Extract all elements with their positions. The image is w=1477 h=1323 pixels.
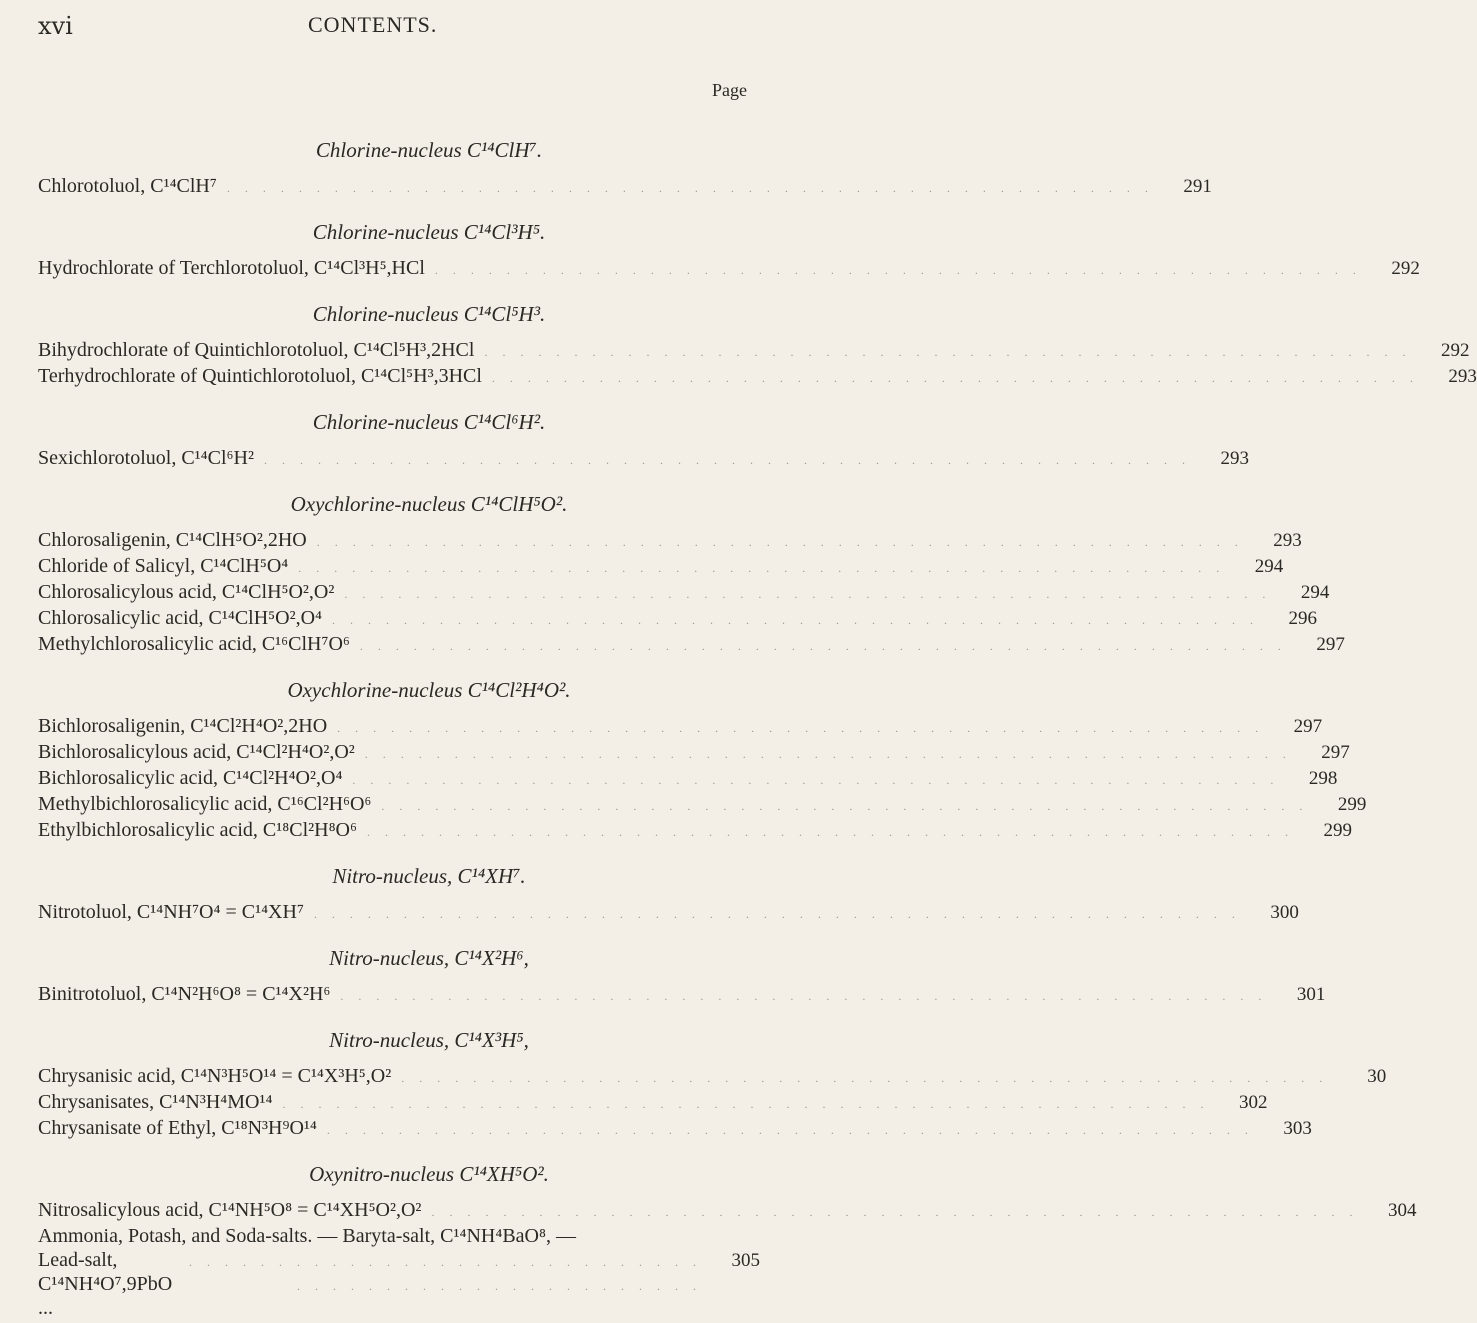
toc-entry: [38, 1064, 1387, 1090]
entry-page: 297: [1293, 716, 1323, 737]
entry-title: Ethylbichlorosalicylic acid, C¹⁸Cl²H⁸O⁶: [38, 819, 357, 841]
toc-entry: [38, 1198, 1417, 1224]
entry-title: Hydrochlorate of Terchlorotoluol, C¹⁴Cl³H⁵,HCl: [38, 257, 425, 279]
toc-section: [38, 678, 1367, 844]
toc-section: [38, 220, 1420, 282]
dot-leader: . . . . . . . . . . . . . . . . . . . . . . . . . . . . . . . . . . . . . . . . . . . . . . . . . . . .: [352, 773, 1280, 787]
entry-title-line1: Ammonia, Potash, and Soda-salts. — Baryta-salt, C¹⁴NH⁴BaO⁸, —: [38, 1225, 576, 1247]
toc-section: [38, 1028, 1387, 1142]
running-title: CONTENTS.: [308, 12, 438, 37]
entry-page: 297: [1316, 634, 1345, 655]
dot-leader: . . . . . . . . . . . . . . . . . . . . . . . . . . . . . . . . . . . . . . . . . . . . . . . . . . . .: [434, 263, 1362, 277]
toc-entry: [38, 174, 1212, 200]
entry-title: Bihydrochlorate of Quintichlorotoluol, C¹⁴Cl⁵H³,2HCl: [38, 339, 475, 361]
toc-entry: [38, 740, 1350, 766]
toc-section: [38, 946, 1326, 1008]
entry-page: 305: [731, 1250, 760, 1271]
dot-leader: . . . . . . . . . . . . . . . . . . . . . . . . . . . . . . . . . . . . . . . . . . . . . . . . . . . .: [344, 587, 1272, 601]
toc-entry: [38, 446, 1249, 472]
entry-page: 302: [1238, 1092, 1268, 1113]
entry-page: 299: [1337, 794, 1367, 815]
dot-leader: . . . . . . . . . . . . . . . . . . . . . . . . . . . . . . . . . . . . . . . . . . . . . . . . . . . .: [484, 345, 1412, 359]
entry-title: Bichlorosaligenin, C¹⁴Cl²H⁴O²,2HO: [38, 715, 328, 737]
entry-title: Sexichlorotoluol, C¹⁴Cl⁶H²: [38, 447, 254, 469]
dot-leader: . . . . . . . . . . . . . . . . . . . . . . . . . . . . . . . . . . . . . . . . . . . . . . . . . . . .: [364, 747, 1292, 761]
entry-title: Nitrosalicylous acid, C¹⁴NH⁵O⁸ = C¹⁴XH⁵O²,O²: [38, 1199, 422, 1221]
entry-page: 299: [1323, 820, 1352, 841]
toc-entry: [38, 766, 1338, 792]
entry-title: Chrysanisates, C¹⁴N³H⁴MO¹⁴: [38, 1091, 273, 1113]
entry-title: Chlorosalicylic acid, C¹⁴ClH⁵O²,O⁴: [38, 607, 322, 629]
entry-page: 292: [1440, 340, 1470, 361]
entry-title: Terhydrochlorate of Quintichlorotoluol, C¹⁴Cl⁵H³,3HCl: [38, 365, 482, 387]
dot-leader: . . . . . . . . . . . . . . . . . . . . . . . . . . . . . . . . . . . . . . . . . . . . . . . . . . . .: [226, 181, 1154, 195]
toc-entry: [38, 1116, 1312, 1142]
entry-page: 294: [1254, 556, 1284, 577]
entry-title: Binitrotoluol, C¹⁴N²H⁶O⁸ = C¹⁴X²H⁶: [38, 983, 331, 1005]
entry-page: 304: [1387, 1200, 1417, 1221]
dot-leader: . . . . . . . . . . . . . . . . . . . . . . . . . . . . . . . . . . . . . . . . . . . . . . . . . . . .: [326, 1123, 1254, 1137]
toc-section: [38, 1162, 1417, 1320]
running-header: [38, 12, 738, 42]
section-heading: Chlorine-nucleus C¹⁴ClH⁷.: [315, 138, 543, 162]
toc-entry: [38, 364, 1477, 390]
entry-page: 300: [1270, 902, 1299, 923]
dot-leader: . . . . . . . . . . . . . . . . . . . . . . . . . . . . . . . . . . . . . . . . . . . . . . . . . . . .: [313, 907, 1241, 921]
toc-entry: [38, 528, 1302, 554]
dot-leader: . . . . . . . . . . . . . . . . . . . . . . . . . . . . . . . . . . . . . . . . . . . . . . . . . . . .: [381, 799, 1309, 813]
dot-leader: . . . . . . . . . . . . . . . . . . . . . . . . . . . . . . . . . . . . . . . . . . . . . . . . . . . .: [298, 561, 1226, 575]
entry-title: Methylchlorosalicylic acid, C¹⁶ClH⁷O⁶: [38, 633, 350, 655]
section-heading: Oxychlorine-nucleus C¹⁴Cl²H⁴O².: [287, 678, 571, 702]
toc-section: [38, 864, 1299, 926]
toc-section: [38, 138, 1212, 200]
toc-entry: [38, 900, 1299, 926]
entry-title: Chlorosalicylous acid, C¹⁴ClH⁵O²,O²: [38, 581, 335, 603]
section-heading: Oxynitro-nucleus C¹⁴XH⁵O².: [309, 1162, 549, 1186]
dot-leader: . . . . . . . . . . . . . . . . . . . . . . . . . . . . . . . . . . . . . . . . . . . . . . . . . . . .: [331, 613, 1259, 627]
entry-page: 296: [1288, 608, 1317, 629]
toc-section: [38, 302, 1477, 390]
entry-title: Chlorosaligenin, C¹⁴ClH⁵O²,2HO: [38, 529, 307, 551]
entry-page: 30: [1367, 1066, 1387, 1087]
section-heading: Nitro-nucleus, C¹⁴XH⁷.: [332, 864, 526, 888]
entry-page: 291: [1183, 176, 1212, 197]
entry-page: 292: [1391, 258, 1420, 279]
entry-title: Methylbichlorosalicylic acid, C¹⁶Cl²H⁶O⁶: [38, 793, 372, 815]
dot-leader: . . . . . . . . . . . . . . . . . . . . . . . . . . . . . . . . . . . . . . . . . . . . . . . . . . . .: [359, 639, 1287, 653]
entry-title: Chloride of Salicyl, C¹⁴ClH⁵O⁴: [38, 555, 289, 577]
section-heading: Chlorine-nucleus C¹⁴Cl⁵H³.: [312, 302, 546, 326]
contents-list: [38, 138, 1477, 1320]
toc-entry: [38, 256, 1420, 282]
toc-entry: [38, 818, 1352, 844]
dot-leader: . . . . . . . . . . . . . . . . . . . . . . . . . . . . . . . . . . . . . . . . . . . . . . . . . . . .: [282, 1097, 1210, 1111]
entry-title: Bichlorosalicylic acid, C¹⁴Cl²H⁴O²,O⁴: [38, 767, 343, 789]
toc-section: [38, 410, 1249, 472]
dot-leader: . . . . . . . . . . . . . . . . . . . . . . . . . . . . . . . . . . . . . . . . . . . . . . . . . . . .: [263, 453, 1191, 467]
dot-leader: . . . . . . . . . . . . . . . . . . . . . . . . . . . . . . . . . . . . . . . . . . . . . . . . . . . .: [337, 721, 1265, 735]
dot-leader: . . . . . . . . . . . . . . . . . . . . . . . . . . . . . . . . . . . . . . . . . . . . . . . . . . . .: [431, 1205, 1359, 1219]
entry-page: 293: [1220, 448, 1249, 469]
toc-entry: [38, 606, 1317, 632]
entry-title: Chlorotoluol, C¹⁴ClH⁷: [38, 175, 217, 197]
toc-entry: [38, 1090, 1268, 1116]
dot-leader: . . . . . . . . . . . . . . . . . . . . . . . . . . . . . . . . . . . . . . . . . . . . . . . . . . . .: [366, 825, 1294, 839]
toc-entry: [38, 982, 1326, 1008]
entry-page: 301: [1296, 984, 1326, 1005]
page-number: xvi: [38, 12, 73, 40]
toc-entry-multiline: [38, 1224, 760, 1320]
entry-page: 293: [1448, 366, 1477, 387]
entry-page: 298: [1308, 768, 1338, 789]
section-heading: Chlorine-nucleus C¹⁴Cl³H⁵.: [312, 220, 546, 244]
section-heading: Nitro-nucleus, C¹⁴X²H⁶,: [329, 946, 529, 970]
dot-leader: . . . . . . . . . . . . . . . . . . . . . . . . . . . . . . . . . . . . . . . . . . . . . . . . . . . .: [189, 1255, 702, 1293]
entry-page: 293: [1273, 530, 1302, 551]
toc-entry: [38, 338, 1470, 364]
entry-page: 294: [1300, 582, 1330, 603]
section-heading: Nitro-nucleus, C¹⁴X³H⁵,: [329, 1028, 529, 1052]
toc-section: [38, 492, 1345, 658]
toc-entry: [38, 580, 1330, 606]
dot-leader: . . . . . . . . . . . . . . . . . . . . . . . . . . . . . . . . . . . . . . . . . . . . . . . . . . . .: [340, 989, 1268, 1003]
entry-title: Chrysanisate of Ethyl, C¹⁸N³H⁹O¹⁴: [38, 1117, 317, 1139]
entry-page: 303: [1283, 1118, 1312, 1139]
entry-title-line2: Lead-salt, C¹⁴NH⁴O⁷,9PbO ...: [38, 1249, 173, 1319]
toc-entry: [38, 554, 1284, 580]
toc-entry: [38, 632, 1345, 658]
entry-page: 297: [1321, 742, 1350, 763]
entry-title: Nitrotoluol, C¹⁴NH⁷O⁴ = C¹⁴XH⁷: [38, 901, 304, 923]
dot-leader: . . . . . . . . . . . . . . . . . . . . . . . . . . . . . . . . . . . . . . . . . . . . . . . . . . . .: [401, 1071, 1329, 1085]
section-heading: Chlorine-nucleus C¹⁴Cl⁶H².: [312, 410, 546, 434]
entry-title: Bichlorosalicylous acid, C¹⁴Cl²H⁴O²,O²: [38, 741, 355, 763]
entry-title: Chrysanisic acid, C¹⁴N³H⁵O¹⁴ = C¹⁴X³H⁵,O²: [38, 1065, 392, 1087]
toc-entry: [38, 792, 1367, 818]
dot-leader: . . . . . . . . . . . . . . . . . . . . . . . . . . . . . . . . . . . . . . . . . . . . . . . . . . . .: [316, 535, 1244, 549]
dot-leader: . . . . . . . . . . . . . . . . . . . . . . . . . . . . . . . . . . . . . . . . . . . . . . . . . . . .: [491, 371, 1419, 385]
entry-continuation: [38, 1248, 760, 1320]
page-column-label: Page: [712, 80, 747, 100]
toc-entry: [38, 714, 1323, 740]
section-heading: Oxychlorine-nucleus C¹⁴ClH⁵O².: [290, 492, 568, 516]
